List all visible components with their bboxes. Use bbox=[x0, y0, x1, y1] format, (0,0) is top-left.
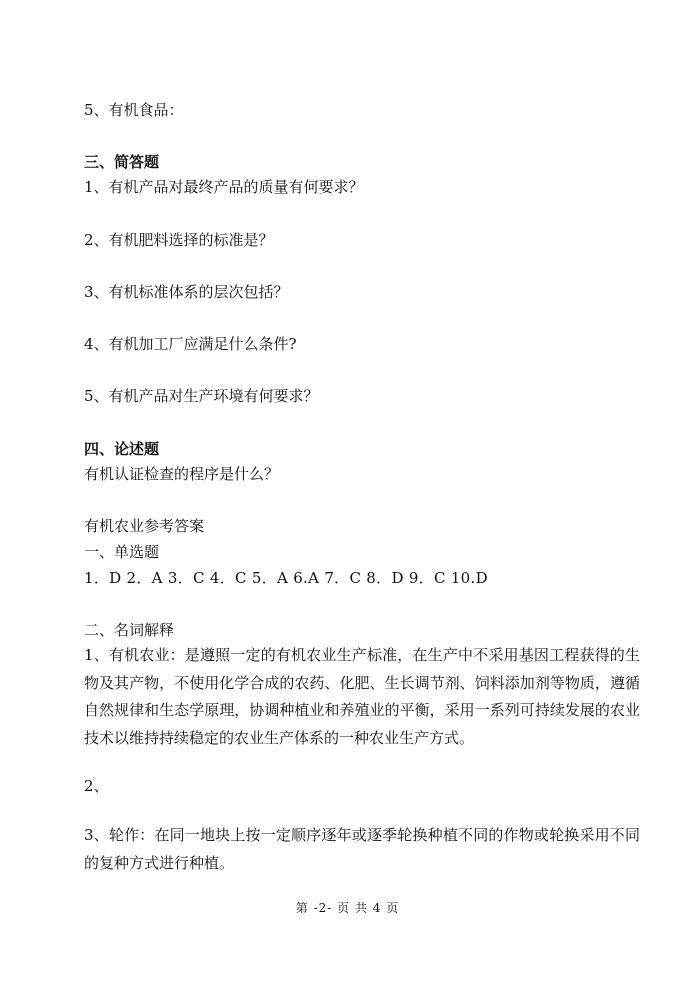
essay-question: 有机认证检查的程序是什么？ bbox=[84, 465, 280, 483]
section-heading-short-answer: 三、简答题 bbox=[84, 153, 160, 171]
short-answer-question-1: 1、有机产品对最终产品的质量有何要求？ bbox=[84, 178, 364, 196]
question-item-5: 5、有机食品： bbox=[84, 101, 184, 119]
answer-term-3: 3、轮作：在同一地块上按一定顺序逐年或逐季轮换种植不同的作物或轮换采用不同的复种方式进行种植。 bbox=[84, 826, 640, 872]
short-answer-question-2: 2、有机肥料选择的标准是？ bbox=[84, 231, 274, 249]
section-heading-essay: 四、论述题 bbox=[84, 440, 160, 458]
answers-single-choice-heading: 一、单选题 bbox=[84, 543, 160, 561]
answer-term-1: 1、有机农业：是遵照一定的有机农业生产标准，在生产中不采用基因工程获得的生物及其产物，不使用化学合成的农药、化肥、生长调节剂、饲料添加剂等物质，遵循自然规律和生态学原理，协调种植业和养殖业的平衡，采用一系列可持续发展的农业技术以维持持续稳定的农业生产体系的一种农业生产方式。 bbox=[84, 646, 640, 747]
answers-title: 有机农业参考答案 bbox=[84, 517, 205, 535]
page-footer: 第 -2- 页 共 4 页 bbox=[295, 901, 400, 915]
answers-terms-heading: 二、名词解释 bbox=[84, 621, 175, 639]
answers-single-choice-list: 1．D 2．A 3．C 4．C 5．A 6.A 7．C 8．D 9．C 10.D bbox=[84, 569, 488, 587]
short-answer-question-3: 3、有机标准体系的层次包括？ bbox=[84, 283, 289, 301]
short-answer-question-4: 4、有机加工厂应满足什么条件? bbox=[84, 335, 297, 353]
short-answer-question-5: 5、有机产品对生产环境有何要求？ bbox=[84, 387, 319, 405]
answer-term-2: 2、 bbox=[84, 777, 109, 795]
